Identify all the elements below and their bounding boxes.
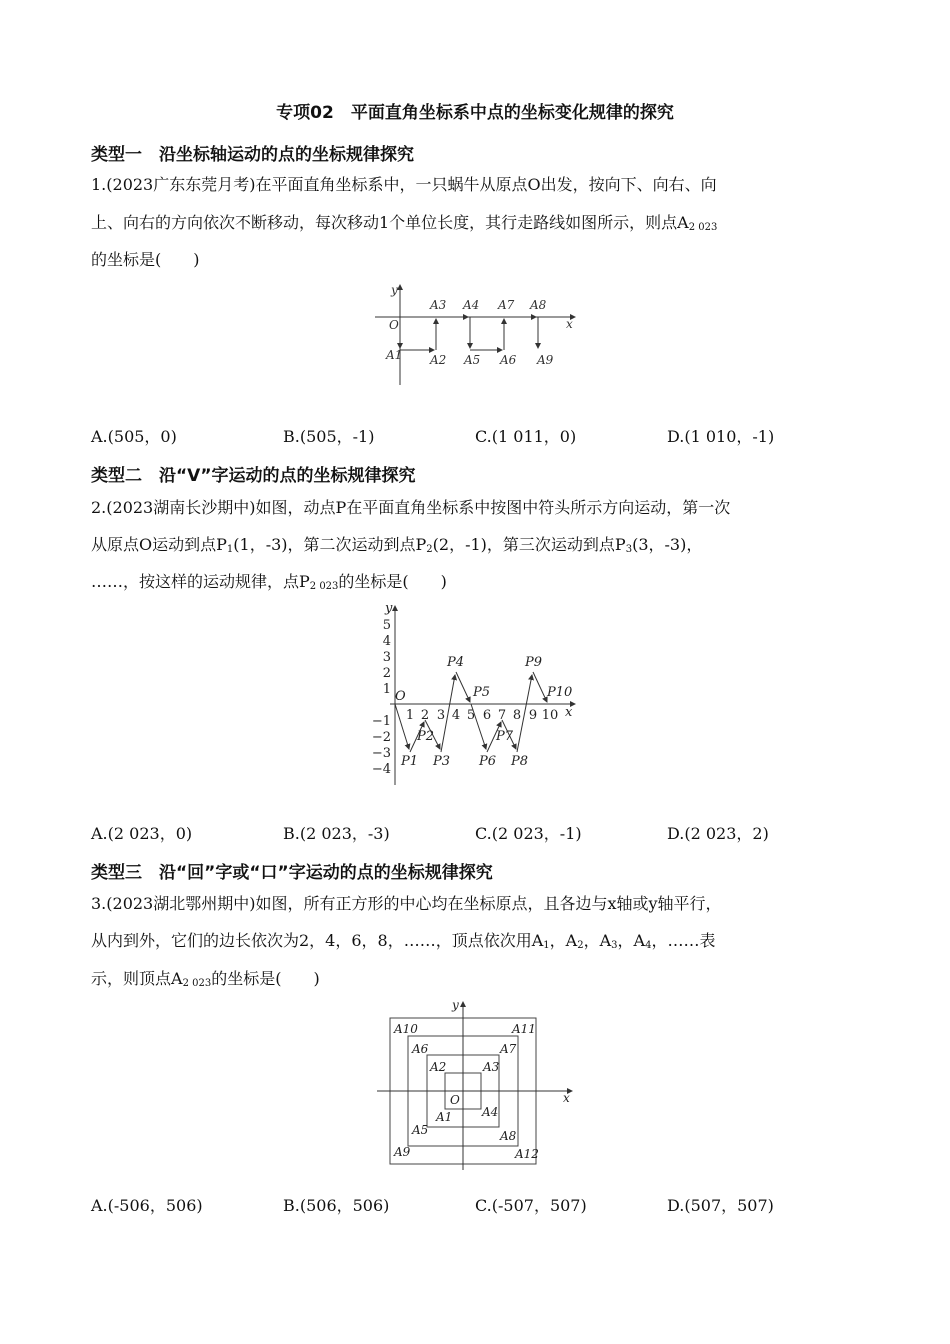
q2-label-p2: P2 (417, 729, 435, 744)
q2-label-p6: P6 (479, 754, 497, 769)
q2-ytick-m1: −1 (371, 714, 391, 729)
q1-option-a[interactable]: A.(505，0) (91, 427, 177, 446)
q2-xtick-7: 7 (497, 708, 507, 723)
q2-x-label: x (565, 705, 573, 720)
section-heading-1: 类型一 沿坐标轴运动的点的坐标规律探究 (91, 145, 414, 165)
q2-line3: ……，按这样的运动规律，点$P_{2 023}$的坐标是( ) (91, 572, 447, 592)
q2-ytick-m3: −3 (371, 746, 391, 761)
q2-line1: 2.(2023湖南长沙期中)如图，动点P在平面直角坐标系中按图中符头所示方向运动，第一次 (91, 498, 731, 517)
q3-line3: 示，则顶点$A_{2 023}$的坐标是( ) (91, 969, 320, 989)
q1-line3: 的坐标是( ) (91, 250, 200, 269)
q2-option-d[interactable]: D.(2 023，2) (667, 824, 769, 843)
q3-option-a[interactable]: A.(-506，506) (91, 1196, 203, 1215)
q2-label-p1: P1 (401, 754, 419, 769)
q1-figure (370, 280, 590, 390)
q1-line1: 1.(2023广东东莞月考)在平面直角坐标系中，一只蜗牛从原点O出发，按向下、向右、向 (91, 175, 717, 194)
q2-xtick-6: 6 (482, 708, 492, 723)
q3-x-label: x (563, 1091, 570, 1105)
q3-label-a10: A10 (394, 1022, 418, 1036)
q3-option-b[interactable]: B.(506，506) (283, 1196, 390, 1215)
q1-label-a3: A3 (430, 298, 447, 312)
q2-xtick-5: 5 (466, 708, 476, 723)
q1-option-d[interactable]: D.(1 010，-1) (667, 427, 775, 446)
q2-xtick-4: 4 (451, 708, 461, 723)
q1-label-a6: A6 (500, 353, 517, 367)
q3-label-a11: A11 (512, 1022, 536, 1036)
q3-figure (372, 998, 582, 1173)
q2-label-p10: P10 (547, 685, 573, 700)
q1-label-a5: A5 (464, 353, 481, 367)
q2-ytick-m2: −2 (371, 730, 391, 745)
q1-label-a4: A4 (463, 298, 480, 312)
q3-option-d[interactable]: D.(507，507) (667, 1196, 774, 1215)
q2-ytick-m4: −4 (371, 762, 391, 777)
q2-origin-label: O (395, 689, 406, 704)
q2-ytick-2: 2 (382, 666, 391, 681)
section-heading-3: 类型三 沿“回”字或“口”字运动的点的坐标规律探究 (91, 863, 493, 883)
q3-option-c[interactable]: C.(-507，507) (475, 1196, 587, 1215)
q3-label-a3: A3 (483, 1060, 500, 1074)
q1-label-a8: A8 (530, 298, 547, 312)
q1-label-a1: A1 (386, 348, 403, 362)
q1-option-b[interactable]: B.(505，-1) (283, 427, 375, 446)
q2-xtick-3: 3 (436, 708, 446, 723)
q1-label-a2: A2 (430, 353, 447, 367)
q3-label-a12: A12 (515, 1147, 539, 1161)
q3-label-a4: A4 (482, 1105, 499, 1119)
q2-option-c[interactable]: C.(2 023，-1) (475, 824, 582, 843)
q3-origin-label: O (450, 1093, 460, 1107)
q1-path (400, 317, 538, 350)
q1-label-a9: A9 (537, 353, 554, 367)
q2-ytick-5: 5 (382, 618, 391, 633)
q1-label-a7: A7 (498, 298, 515, 312)
q3-line2: 从内到外，它们的边长依次为2，4，6，8，……，顶点依次用$A_1$，$A_2$，$A_3$，$A_4$，……表 (91, 931, 716, 951)
q2-line2: 从原点O运动到点$P_1(1$，-3)，第二次运动到点$P_2(2$，-1)，第三次运动到点$P_3(3$，-3)， (91, 535, 703, 555)
q2-y-label: y (385, 601, 393, 616)
q2-label-p4: P4 (447, 655, 465, 670)
q3-label-a5: A5 (412, 1123, 429, 1137)
q3-y-label: y (452, 998, 459, 1012)
q2-label-p8: P8 (511, 754, 529, 769)
q2-option-b[interactable]: B.(2 023，-3) (283, 824, 390, 843)
q2-xtick-8: 8 (512, 708, 522, 723)
q3-label-a7: A7 (500, 1042, 517, 1056)
q1-option-c[interactable]: C.(1 011，0) (475, 427, 577, 446)
q2-xtick-2: 2 (420, 708, 430, 723)
q1-y-label: y (391, 283, 398, 297)
q2-ytick-3: 3 (382, 650, 391, 665)
q3-label-a9: A9 (394, 1145, 411, 1159)
q3-label-a8: A8 (500, 1129, 517, 1143)
q3-line1: 3.(2023湖北鄂州期中)如图，所有正方形的中心均在坐标原点，且各边与x轴或y轴平行， (91, 894, 722, 913)
q2-option-a[interactable]: A.(2 023，0) (91, 824, 193, 843)
q1-origin-label: O (389, 318, 399, 332)
q2-xtick-10: 10 (541, 708, 559, 723)
q2-ytick-4: 4 (382, 634, 391, 649)
section-heading-2: 类型二 沿“V”字运动的点的坐标规律探究 (91, 466, 416, 486)
q2-xtick-9: 9 (528, 708, 538, 723)
q2-label-p7: P7 (496, 729, 514, 744)
q2-ytick-1: 1 (382, 682, 391, 697)
q3-label-a6: A6 (412, 1042, 429, 1056)
q2-xtick-1: 1 (405, 708, 415, 723)
q2-label-p5: P5 (473, 685, 491, 700)
q1-x-label: x (566, 317, 573, 331)
q3-label-a1: A1 (436, 1110, 453, 1124)
q2-label-p9: P9 (525, 655, 543, 670)
q3-label-a2: A2 (430, 1060, 447, 1074)
q1-line2: 上、向右的方向依次不断移动，每次移动1个单位长度，其行走路线如图所示，则点$A_{2 023}$ (91, 213, 718, 233)
page-title: 专项02 平面直角坐标系中点的坐标变化规律的探究 (276, 103, 674, 123)
q2-figure (365, 600, 585, 790)
q2-label-p3: P3 (433, 754, 451, 769)
